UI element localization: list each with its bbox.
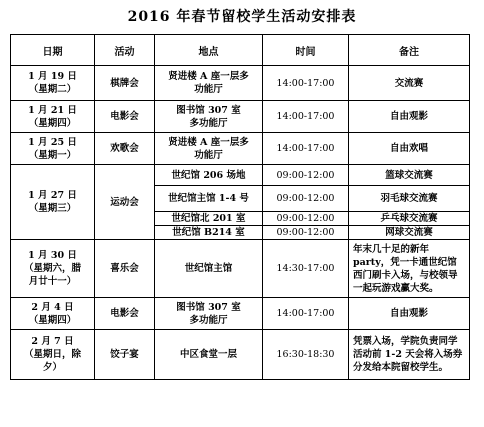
- weekday-text: （星期四）: [28, 314, 77, 326]
- time-cell: 14:00-17:00: [263, 101, 349, 133]
- activity-cell: 电影会: [95, 101, 155, 133]
- location-cell: 中区食堂一层: [155, 330, 263, 380]
- header-location: 地点: [155, 35, 263, 66]
- time-cell: 09:00-12:00: [263, 165, 349, 186]
- weekday-text: 夕）: [42, 362, 62, 373]
- schedule-table: [10, 34, 470, 380]
- note-cell: 乒乓球交流赛: [349, 212, 470, 226]
- weekday-text: （星期三）: [28, 203, 77, 214]
- table-row: [11, 240, 470, 298]
- note-cell: 自由观影: [349, 298, 470, 330]
- time-cell: 14:00-17:00: [263, 298, 349, 330]
- note-cell: 交流赛: [349, 66, 470, 101]
- date-cell: [11, 133, 95, 165]
- activity-cell: 棋牌会: [95, 66, 155, 101]
- location-line: 贤进楼 A 座一层多: [168, 136, 249, 148]
- date-text: 1 月 21 日: [28, 104, 77, 116]
- note-cell: 凭票入场，学院负责同学活动前 1-2 天会将入场券分发给本院留校学生。: [349, 330, 470, 380]
- time-cell: 14:00-17:00: [263, 133, 349, 165]
- location-cell: 世纪馆 206 场地: [155, 165, 263, 186]
- time-cell: 14:30-17:00: [263, 240, 349, 298]
- table-header-row: [11, 35, 470, 66]
- date-cell: [11, 240, 95, 298]
- date-text: 1 月 27 日: [28, 190, 77, 201]
- location-cell: 世纪馆主馆 1-4 号: [155, 186, 263, 212]
- location-line: 功能厅: [194, 149, 223, 161]
- date-text: 1 月 25 日: [28, 136, 77, 148]
- location-cell: [155, 133, 263, 165]
- location-line: 图书馆 307 室: [176, 104, 241, 116]
- time-cell: 09:00-12:00: [263, 212, 349, 226]
- location-line: 多功能厅: [189, 314, 228, 326]
- location-line: 多功能厅: [189, 117, 228, 129]
- activity-cell: 喜乐会: [95, 240, 155, 298]
- location-line: 贤进楼 A 座一层多: [168, 71, 249, 82]
- note-cell: 羽毛球交流赛: [349, 186, 470, 212]
- location-cell: 世纪馆主馆: [155, 240, 263, 298]
- date-cell: [11, 330, 95, 380]
- time-cell: 09:00-12:00: [263, 226, 349, 240]
- time-cell: 09:00-12:00: [263, 186, 349, 212]
- activity-cell: 运动会: [95, 165, 155, 240]
- activity-cell: 欢歌会: [95, 133, 155, 165]
- note-cell: 年末几十足的新年 party，凭一卡通世纪馆西门刷卡入场，与校领导一起玩游戏赢大奖。: [349, 240, 470, 298]
- location-cell: 世纪馆 B214 室: [155, 226, 263, 240]
- date-text: 2 月 4 日: [31, 301, 74, 313]
- header-activity: 活动: [95, 35, 155, 66]
- table-row: [11, 165, 470, 186]
- note-cell: 网球交流赛: [349, 226, 470, 240]
- header-date: 日期: [11, 35, 95, 66]
- page-title: 2016 年春节留校学生活动安排表: [127, 9, 357, 25]
- time-cell: 16:30-18:30: [263, 330, 349, 380]
- date-cell: [11, 101, 95, 133]
- date-text: 1 月 19 日: [28, 71, 77, 82]
- date-cell: [11, 165, 95, 240]
- time-cell: 14:00-17:00: [263, 66, 349, 101]
- table-row: [11, 330, 470, 380]
- table-row: [11, 101, 470, 133]
- note-cell: 篮球交流赛: [349, 165, 470, 186]
- note-cell: 自由观影: [349, 101, 470, 133]
- weekday-text: （星期一）: [28, 149, 77, 161]
- date-text: 1 月 30 日: [28, 250, 77, 261]
- header-note: 备注: [349, 35, 470, 66]
- weekday-text: （星期四）: [28, 117, 77, 129]
- weekday-text: （星期二）: [28, 84, 77, 95]
- location-cell: [155, 101, 263, 133]
- location-cell: [155, 298, 263, 330]
- table-row: [11, 133, 470, 165]
- date-cell: [11, 298, 95, 330]
- weekday-text: （星期日，除: [23, 349, 81, 360]
- header-time: 时间: [263, 35, 349, 66]
- date-cell: [11, 66, 95, 101]
- note-cell: 自由欢唱: [349, 133, 470, 165]
- weekday-text: 月廿十一）: [28, 276, 77, 287]
- date-text: 2 月 7 日: [31, 336, 74, 347]
- location-cell: 世纪馆北 201 室: [155, 212, 263, 226]
- activity-cell: 饺子宴: [95, 330, 155, 380]
- weekday-text: （星期六，腊: [23, 263, 81, 274]
- location-line: 图书馆 307 室: [176, 301, 241, 313]
- table-row: [11, 66, 470, 101]
- table-row: [11, 298, 470, 330]
- activity-cell: 电影会: [95, 298, 155, 330]
- location-line: 功能厅: [194, 84, 223, 95]
- location-cell: [155, 66, 263, 101]
